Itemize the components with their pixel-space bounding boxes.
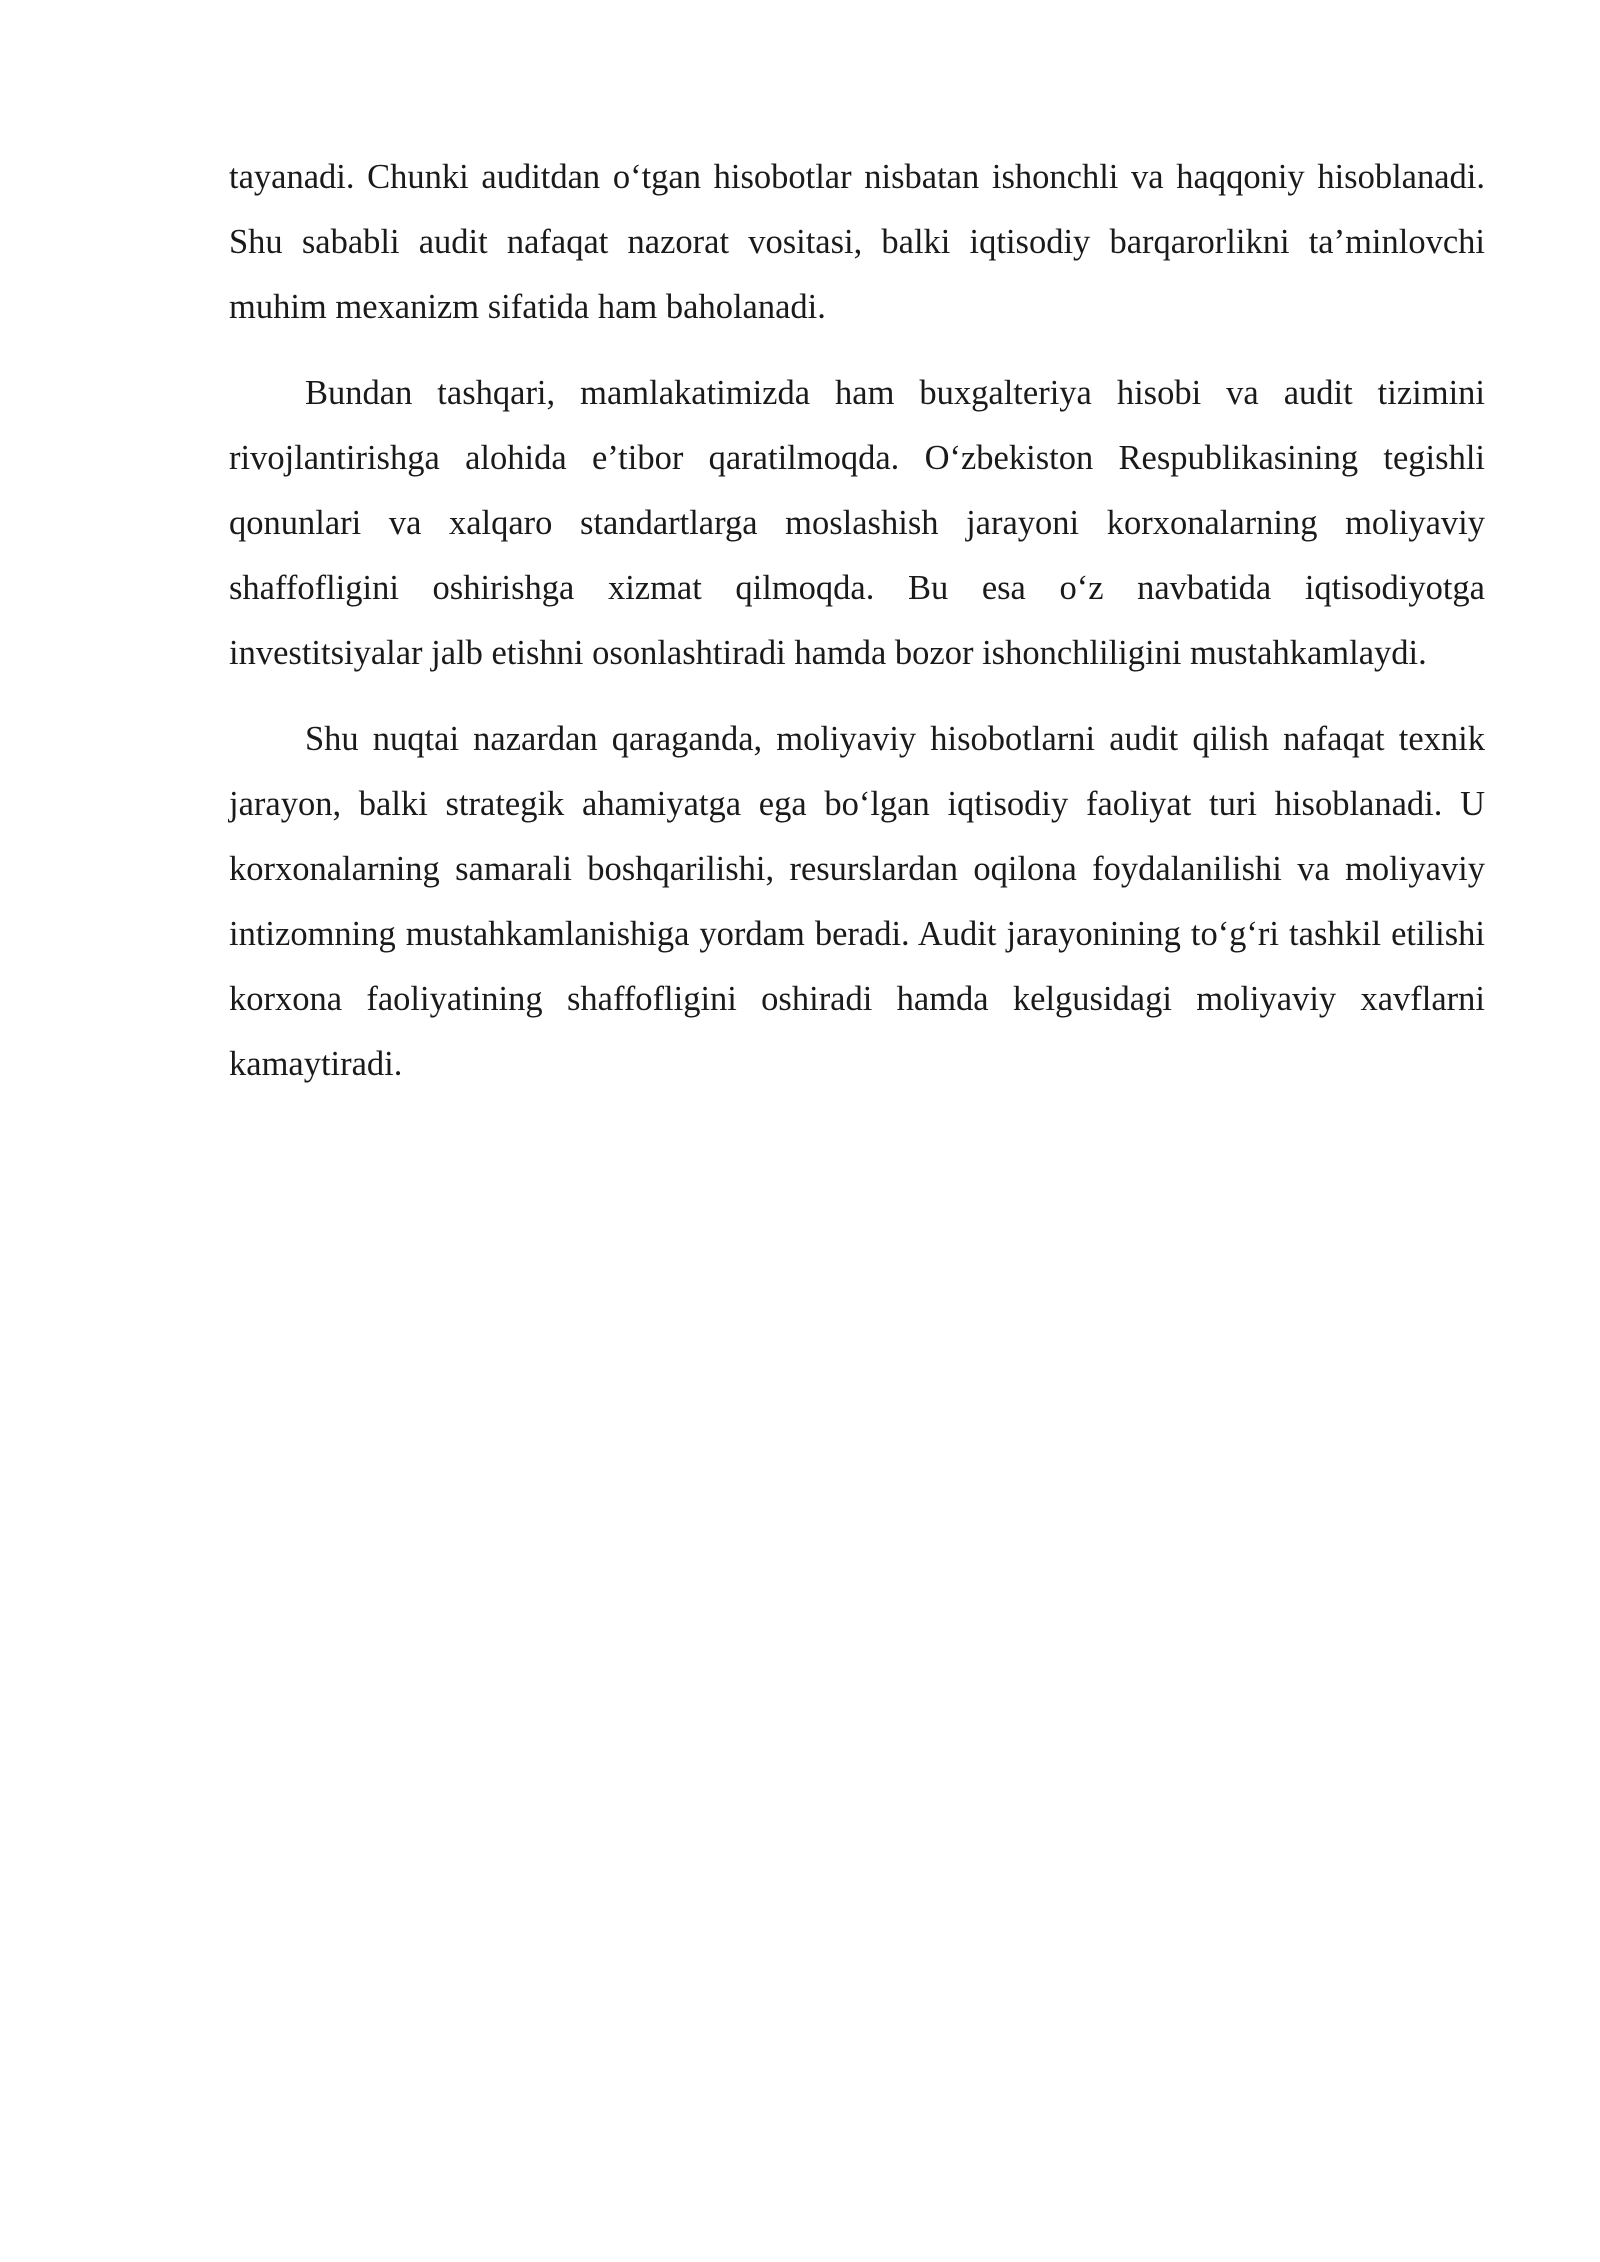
paragraph-1: tayanadi. Chunki auditdan o‘tgan hisobotlar nisbatan ishonchli va haqqoniy hisoblanadi. Shu sababli audit nafaqat nazorat vositasi, balki iqtisodiy barqarorlikni ta’minlovchi muhim mexanizm sifatida ham baholanadi. <box>229 158 1485 326</box>
body-text <box>229 145 1485 1118</box>
paragraph-2: Bundan tashqari, mamlakatimizda ham buxgalteriya hisobi va audit tizimini rivojlantirishga alohida e’tibor qaratilmoqda. O‘zbekiston Respublikasining tegishli qonunlari va xalqaro standartlarga moslashish jarayoni korxonalarning moliyaviy shaffofligini oshirishga xizmat qilmoqda. Bu esa o‘z navbatida iqtisodiyotga investitsiyalar jalb etishni osonlashtiradi hamda bozor ishonchliligini mustahkamlaydi. <box>229 374 1485 672</box>
paragraph-3: Shu nuqtai nazardan qaraganda, moliyaviy hisobotlarni audit qilish nafaqat texnik jarayon, balki strategik ahamiyatga ega bo‘lgan iqtisodiy faoliyat turi hisoblanadi. U korxonalarning samarali boshqarilishi, resurslardan oqilona foydalanilishi va moliyaviy intizomning mustahkamlanishiga yordam beradi. Audit jarayonining to‘g‘ri tashkil etilishi korxona faoliyatining shaffofligini oshiradi hamda kelgusidagi moliyaviy xavflarni kamaytiradi. <box>229 720 1485 1083</box>
